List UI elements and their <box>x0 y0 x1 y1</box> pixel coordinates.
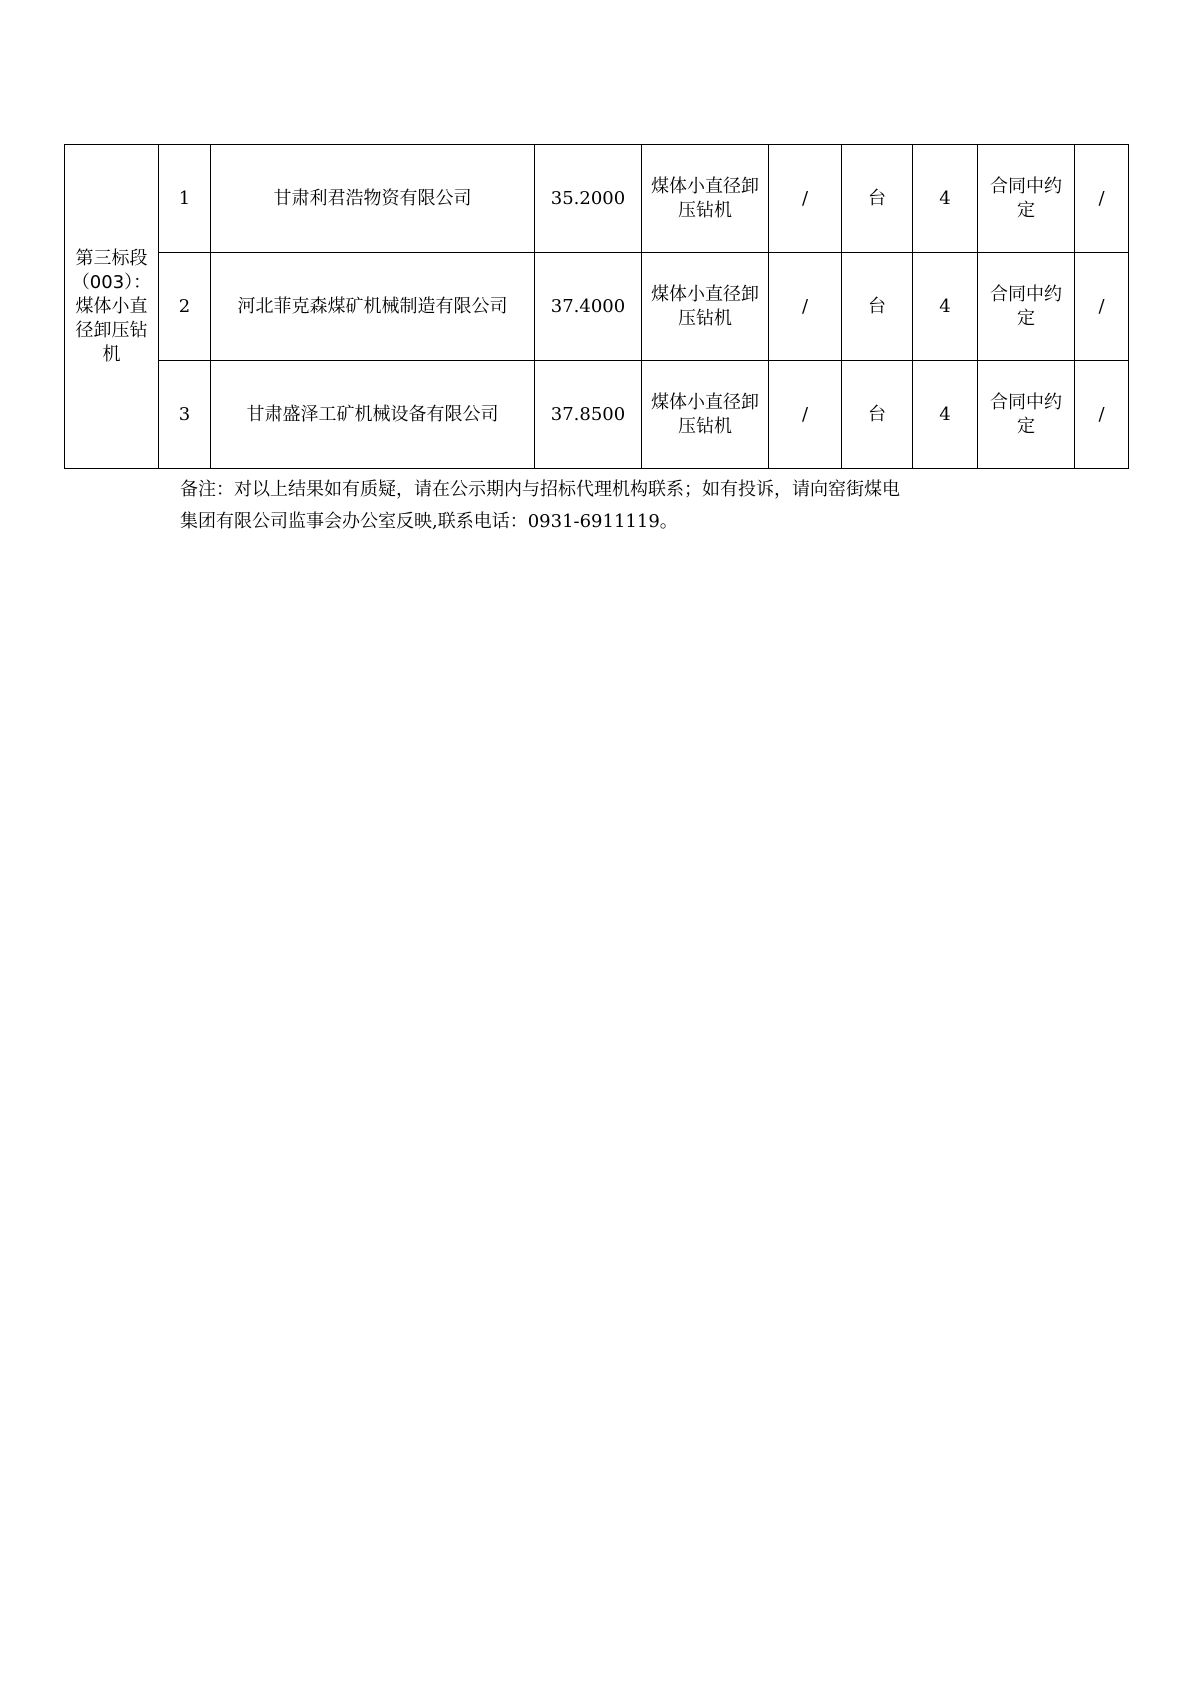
bid-result-table <box>64 144 1129 469</box>
table-row <box>65 253 1129 361</box>
delivery-cell: 合同中约定 <box>978 145 1075 253</box>
model-cell: / <box>769 253 842 361</box>
seq-cell: 2 <box>159 253 211 361</box>
unit-cell: 台 <box>842 253 913 361</box>
unit-cell: 台 <box>842 361 913 469</box>
seq-cell: 1 <box>159 145 211 253</box>
remark-cell: / <box>1075 145 1129 253</box>
table-row <box>65 145 1129 253</box>
model-cell: / <box>769 361 842 469</box>
item-cell: 煤体小直径卸压钻机 <box>642 253 769 361</box>
qty-cell: 4 <box>913 145 978 253</box>
price-cell: 37.4000 <box>535 253 642 361</box>
unit-cell: 台 <box>842 145 913 253</box>
price-cell: 35.2000 <box>535 145 642 253</box>
lot-label-cell: 第三标段（003）：煤体小直径卸压钻机 <box>65 145 159 469</box>
qty-cell: 4 <box>913 361 978 469</box>
delivery-cell: 合同中约定 <box>978 361 1075 469</box>
price-cell: 37.8500 <box>535 361 642 469</box>
table-row <box>65 361 1129 469</box>
item-cell: 煤体小直径卸压钻机 <box>642 361 769 469</box>
item-cell: 煤体小直径卸压钻机 <box>642 145 769 253</box>
seq-cell: 3 <box>159 361 211 469</box>
remarks-note <box>180 474 1060 538</box>
company-cell: 甘肃利君浩物资有限公司 <box>211 145 535 253</box>
remark-cell: / <box>1075 361 1129 469</box>
delivery-cell: 合同中约定 <box>978 253 1075 361</box>
company-cell: 甘肃盛泽工矿机械设备有限公司 <box>211 361 535 469</box>
model-cell: / <box>769 145 842 253</box>
remarks-line-1: 备注：对以上结果如有质疑，请在公示期内与招标代理机构联系；如有投诉，请向窑街煤电 <box>180 479 900 500</box>
company-cell: 河北菲克森煤矿机械制造有限公司 <box>211 253 535 361</box>
qty-cell: 4 <box>913 253 978 361</box>
remarks-line-2: 集团有限公司监事会办公室反映,联系电话：0931-6911119。 <box>180 511 678 532</box>
remark-cell: / <box>1075 253 1129 361</box>
